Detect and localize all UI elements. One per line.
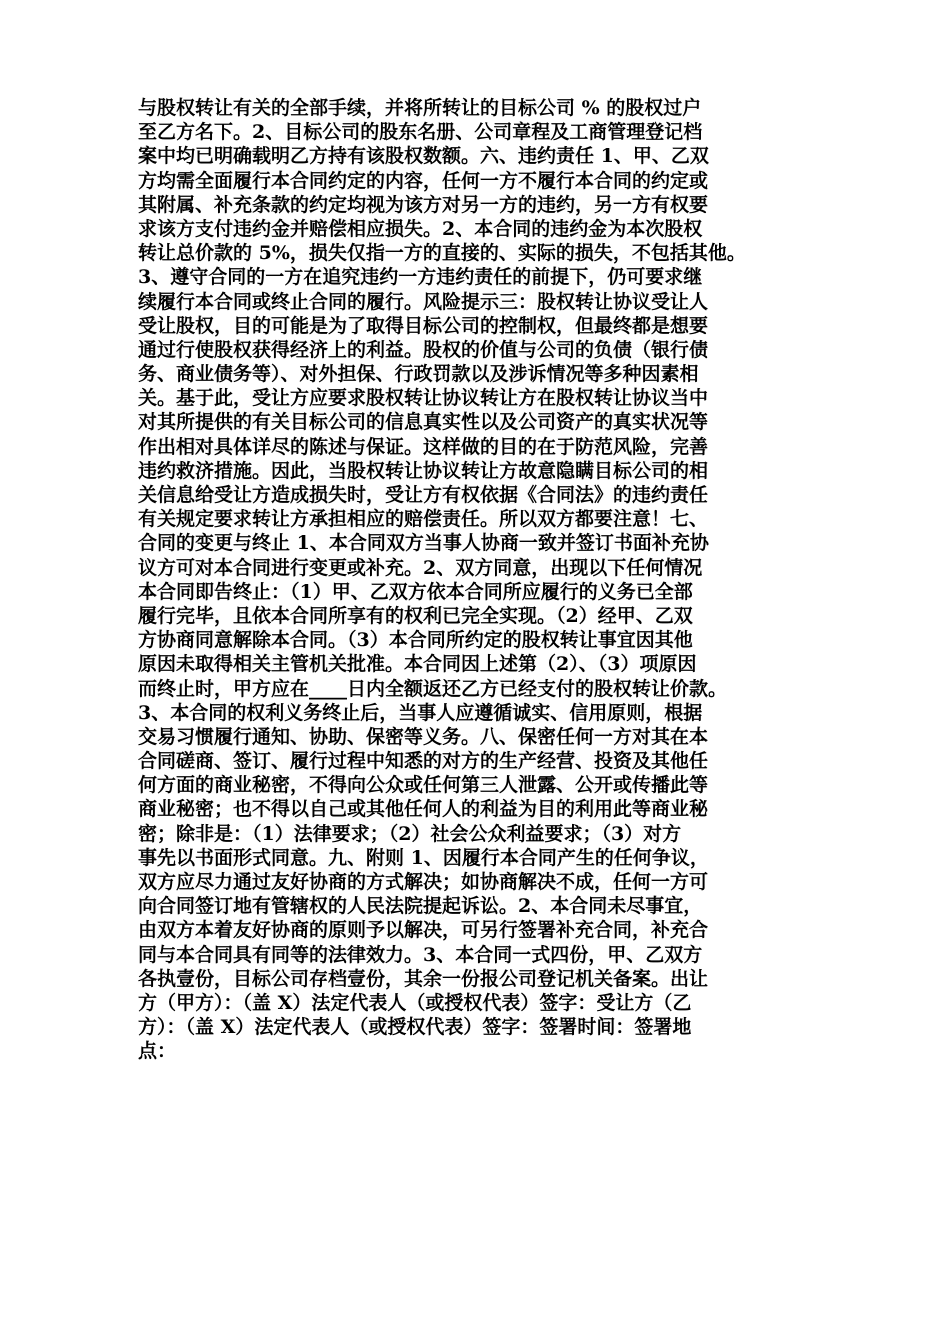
text-line: 交易习惯履行通知、协助、保密等义务。八、保密任何一方对其在本: [138, 725, 709, 748]
text-line: 议方可对本合同进行变更或补充。2、双方同意，出现以下任何情况: [138, 556, 703, 579]
text-line: 至乙方名下。2、目标公司的股东名册、公司章程及工商管理登记档: [138, 121, 703, 144]
text-line: 务、商业债务等）、对外担保、行政罚款以及涉诉情况等多种因素相: [138, 363, 699, 386]
text-line: 对其所提供的有关目标公司的信息真实性以及公司资产的真实状况等: [138, 411, 709, 434]
contract-body-text: [138, 96, 828, 1064]
text-line: 同与本合同具有同等的法律效力。3、本合同一式四份，甲、乙双方: [138, 943, 703, 966]
text-line: 各执壹份，目标公司存档壹份，其余一份报公司登记机关备案。出让: [138, 967, 709, 990]
text-line: 违约救济措施。因此，当股权转让协议转让方故意隐瞒目标公司的相: [138, 459, 709, 482]
text-line: 方（甲方）：（盖 X）法定代表人（或授权代表）签字：受让方（乙: [138, 991, 692, 1014]
text-line: 方均需全面履行本合同约定的内容，任何一方不履行本合同的约定或: [138, 169, 709, 192]
text-line: 关信息给受让方造成损失时，受让方有权依据《合同法》的违约责任: [138, 484, 709, 506]
text-line: 有关规定要求转让方承担相应的赔偿责任。所以双方都要注意！七、: [138, 508, 709, 531]
text-line: 受让股权，目的可能是为了取得目标公司的控制权，但最终都是想要: [138, 314, 709, 337]
text-line: 与股权转让有关的全部手续，并将所转让的目标公司 % 的股权过户: [138, 97, 702, 119]
text-line: 本合同即告终止：（1）甲、乙双方依本合同所应履行的义务已全部: [138, 580, 693, 603]
text-line: 方协商同意解除本合同。（3）本合同所约定的股权转让事宜因其他: [138, 629, 693, 652]
text-line: 作出相对具体详尽的陈述与保证。这样做的目的在于防范风险，完善: [138, 435, 709, 458]
text-line: 合同的变更与终止 1、本合同双方当事人协商一致并签订书面补充协: [138, 532, 709, 555]
text-line: 何方面的商业秘密，不得向公众或任何第三人泄露、公开或传播此等: [138, 774, 709, 797]
text-line: 关。基于此，受让方应要求股权转让协议转让方在股权转让协议当中: [138, 387, 709, 410]
text-line: 通过行使股权获得经济上的利益。股权的价值与公司的负债（银行债: [138, 338, 709, 361]
text-line: 合同磋商、签订、履行过程中知悉的对方的生产经营、投资及其他任: [138, 750, 709, 773]
text-line: 其附属、补充条款的约定均视为该方对另一方的违约，另一方有权要: [138, 193, 709, 216]
text-line: 点：: [138, 1040, 177, 1063]
text-line: 续履行本合同或终止合同的履行。风险提示三：股权转让协议受让人: [138, 290, 709, 313]
text-line: 而终止时，甲方应在____日内全额返还乙方已经支付的股权转让价款。: [138, 677, 728, 700]
text-line: 事先以书面形式同意。九、附则 1、因履行本合同产生的任何争议，: [138, 846, 709, 869]
text-line: 履行完毕，且依本合同所享有的权利已完全实现。（2）经甲、乙双: [138, 604, 693, 627]
text-line: 原因未取得相关主管机关批准。本合同因上述第（2）、（3）项原因: [138, 653, 697, 676]
text-line: 向合同签订地有管辖权的人民法院提起诉讼。2、本合同未尽事宜，: [138, 895, 703, 918]
text-line: 商业秘密；也不得以自己或其他任何人的利益为目的利用此等商业秘: [138, 798, 709, 821]
text-line: 案中均已明确载明乙方持有该股权数额。六、违约责任 1、甲、乙双: [138, 145, 709, 168]
text-line: 密；除非是：（1）法律要求；（2）社会公众利益要求；（3）对方: [138, 822, 682, 845]
text-line: 3、本合同的权利义务终止后，当事人应遵循诚实、信用原则，根据: [138, 701, 703, 724]
text-line: 双方应尽力通过友好协商的方式解决；如协商解决不成，任何一方可: [138, 871, 709, 893]
text-line: 求该方支付违约金并赔偿相应损失。2、本合同的违约金为本次股权: [138, 217, 703, 240]
text-line: 3、遵守合同的一方在追究违约一方违约责任的前提下，仍可要求继: [138, 266, 703, 289]
text-line: 方）：（盖 X）法定代表人（或授权代表）签字：签署时间：签署地: [138, 1016, 692, 1039]
text-line: 转让总价款的 5%，损失仅指一方的直接的、实际的损失，不包括其他。: [138, 242, 746, 265]
text-line: 由双方本着友好协商的原则予以解决，可另行签署补充合同，补充合: [138, 919, 709, 942]
